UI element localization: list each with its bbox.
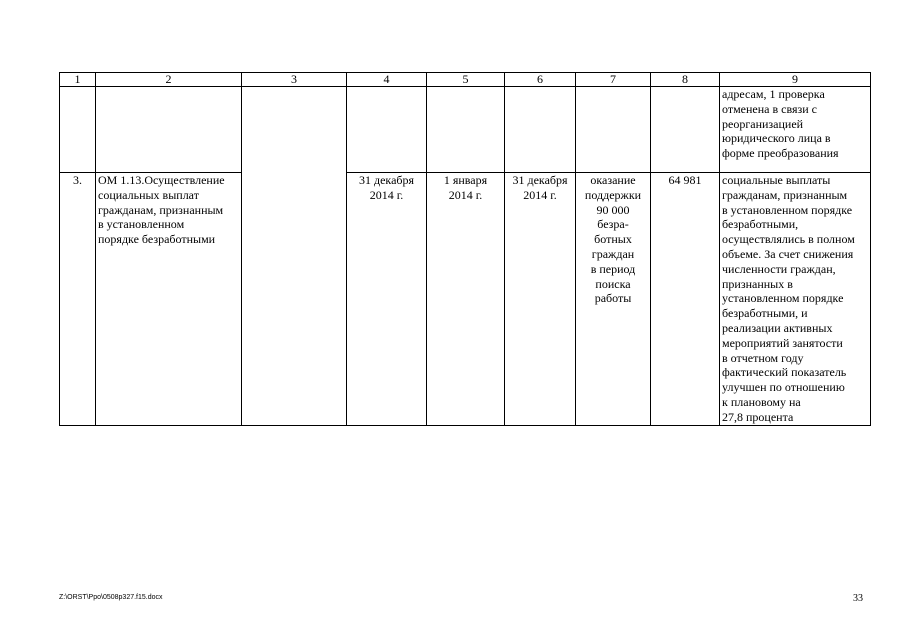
cont-cell-7 [576,87,651,173]
actual-end-date-cell [505,173,576,426]
expected-result-line: 90 000 [596,202,630,217]
header-cell-6: 6 [505,73,576,87]
date-line: 2014 г. [523,187,557,202]
header-cell-4: 4 [347,73,427,87]
cont-result-line: адресам, 1 проверка [722,87,825,101]
cont-cell-2 [96,87,242,173]
cont-cell-8 [651,87,720,173]
result-line: безработными, и [722,306,808,321]
header-cell-8: 8 [651,73,720,87]
result-line: улучшен по отношению [722,380,845,395]
planned-end-date-cell [347,173,427,426]
expected-result-line: граждан [591,246,635,261]
date-line: 1 января [443,173,488,187]
cont-cell-4 [347,87,427,173]
expected-result-line: безра- [597,217,629,232]
header-row [60,73,871,87]
cont-cell-3 [242,87,347,426]
start-date-cell [427,173,505,426]
result-cell [720,173,871,426]
measure-name-line: социальных выплат [98,187,199,202]
continuation-row [60,87,871,173]
result-line: объеме. За счет снижения [722,246,854,261]
header-cell-3: 3 [242,73,347,87]
expected-result-line: в период [590,261,636,276]
date-line: 2014 г. [369,187,404,202]
date-line: 31 декабря [512,173,568,187]
result-line: мероприятий занятости [722,335,843,350]
result-line: признанных в [722,276,793,291]
result-line: реализации активных [722,320,833,335]
expected-result-line: оказание [590,173,636,187]
result-line: в установленном порядке [722,202,853,217]
measure-name-line: в установленном [98,217,185,232]
footer-file-path: Z:\ORST\Ppo\0508p327.f15.docx [59,594,163,601]
cont-cell-5 [427,87,505,173]
header-cell-9: 9 [720,73,871,87]
result-line: социальные выплаты [722,173,831,187]
actual-value-cell: 64 981 [651,173,720,426]
result-line: в отчетном году [722,350,804,365]
date-line: 2014 г. [448,187,483,202]
cont-result-cell [720,87,871,173]
expected-result-line: ботных [594,232,632,247]
result-line: численности граждан, [722,261,836,276]
measure-name-line: гражданам, признанным [98,202,224,217]
result-line: фактический показатель [722,365,847,380]
header-cell-5: 5 [427,73,505,87]
result-line: гражданам, признанным [722,187,848,202]
header-cell-2: 2 [96,73,242,87]
cont-result-line: реорганизацией [722,116,804,131]
measure-name-line: порядке безработными [98,232,216,247]
result-line: к плановому на [722,394,801,409]
result-line: установленном порядке [722,291,844,306]
header-cell-1: 1 [60,73,96,87]
cont-result-line: юридического лица в [722,131,831,146]
cont-result-line: форме преобразования [722,146,839,161]
expected-result-cell [576,173,651,426]
document-table [59,72,871,426]
measure-name-line: ОМ 1.13.Осуществление [98,173,225,187]
result-line: безработными, [722,217,799,232]
cont-result-line: отменена в связи с [722,101,818,116]
cont-cell-6 [505,87,576,173]
header-cell-7: 7 [576,73,651,87]
page-number: 33 [853,593,863,604]
result-line: осуществлялись в полном [722,232,855,247]
expected-result-line: поиска [595,276,631,291]
measure-name-cell [96,173,242,426]
expected-result-line: работы [594,291,632,306]
table-row-3 [60,173,871,426]
date-line: 31 декабря [358,173,415,187]
cont-cell-1 [60,87,96,173]
expected-result-line: поддержки [584,187,642,202]
row-number: 3. [60,173,96,426]
result-line: 27,8 процента [722,409,794,424]
